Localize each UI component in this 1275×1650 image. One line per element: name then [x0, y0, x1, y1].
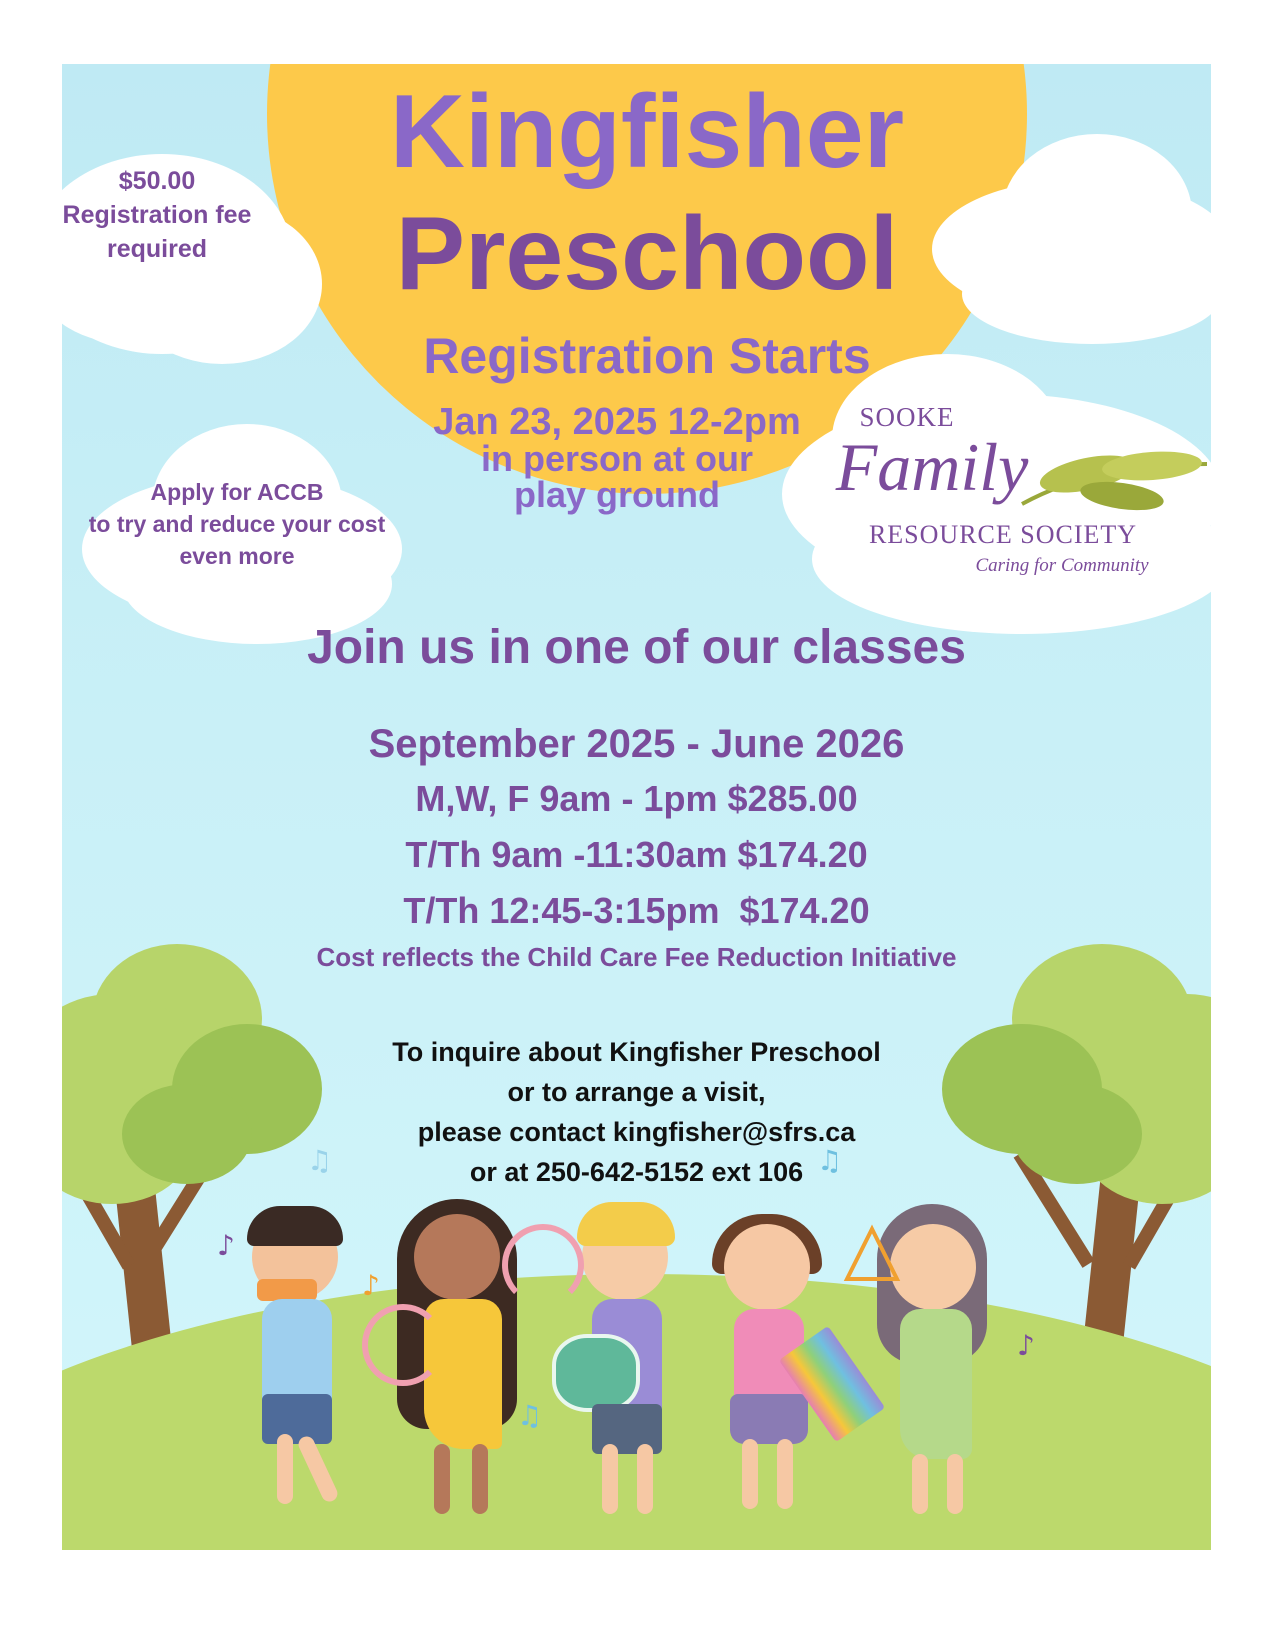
- flyer: [62, 64, 1211, 1550]
- title-line-2: Preschool: [395, 196, 899, 312]
- classes-heading: Join us in one of our classes: [307, 621, 966, 674]
- session-item: T/Th 9am -11:30am $174.20: [405, 834, 868, 875]
- music-note-icon: ♫: [817, 1144, 843, 1177]
- triangle-instrument-icon: [842, 1224, 902, 1284]
- logo-resource-society: RESOURCE SOCIETY: [868, 520, 1138, 549]
- fee-reduction-note: Cost reflects the Child Care Fee Reduction Initiative: [316, 942, 957, 972]
- fee-amount: $50.00: [118, 167, 196, 195]
- music-note-icon: ♪: [1017, 1329, 1035, 1362]
- registration-location-1: in person at our: [480, 438, 754, 479]
- classes-term: September 2025 - June 2026: [368, 722, 905, 766]
- fee-required: required: [106, 235, 208, 263]
- leaf-icon: [1017, 444, 1211, 524]
- contact-line-2: or to arrange a visit,: [507, 1077, 766, 1107]
- music-note-icon: ♫: [307, 1144, 333, 1177]
- music-note-icon: ♪: [362, 1269, 380, 1302]
- logo-family: Family: [835, 429, 1029, 505]
- logo-sooke: SOOKE: [859, 402, 955, 432]
- music-note-icon: ♪: [217, 1229, 235, 1262]
- session-item: T/Th 12:45-3:15pm $174.20: [403, 890, 870, 931]
- contact-line-1: To inquire about Kingfisher Preschool: [392, 1037, 881, 1067]
- logo-tagline: Caring for Community: [975, 555, 1149, 576]
- title-line-1: Kingfisher: [389, 74, 905, 190]
- session-item: M,W, F 9am - 1pm $285.00: [415, 778, 858, 819]
- accb-line-1: Apply for ACCB: [150, 479, 324, 505]
- accb-line-3: even more: [179, 543, 295, 569]
- contact-line-3: please contact kingfisher@sfrs.ca: [417, 1117, 856, 1147]
- contact-line-4: or at 250-642-5152 ext 106: [469, 1157, 804, 1187]
- registration-location-2: play ground: [514, 474, 720, 515]
- fee-label: Registration fee: [62, 201, 252, 229]
- registration-subtitle: Registration Starts: [423, 328, 871, 384]
- accb-line-2: to try and reduce your cost: [88, 511, 386, 537]
- registration-date: Jan 23, 2025 12-2pm: [433, 401, 801, 443]
- music-note-icon: ♫: [517, 1399, 543, 1432]
